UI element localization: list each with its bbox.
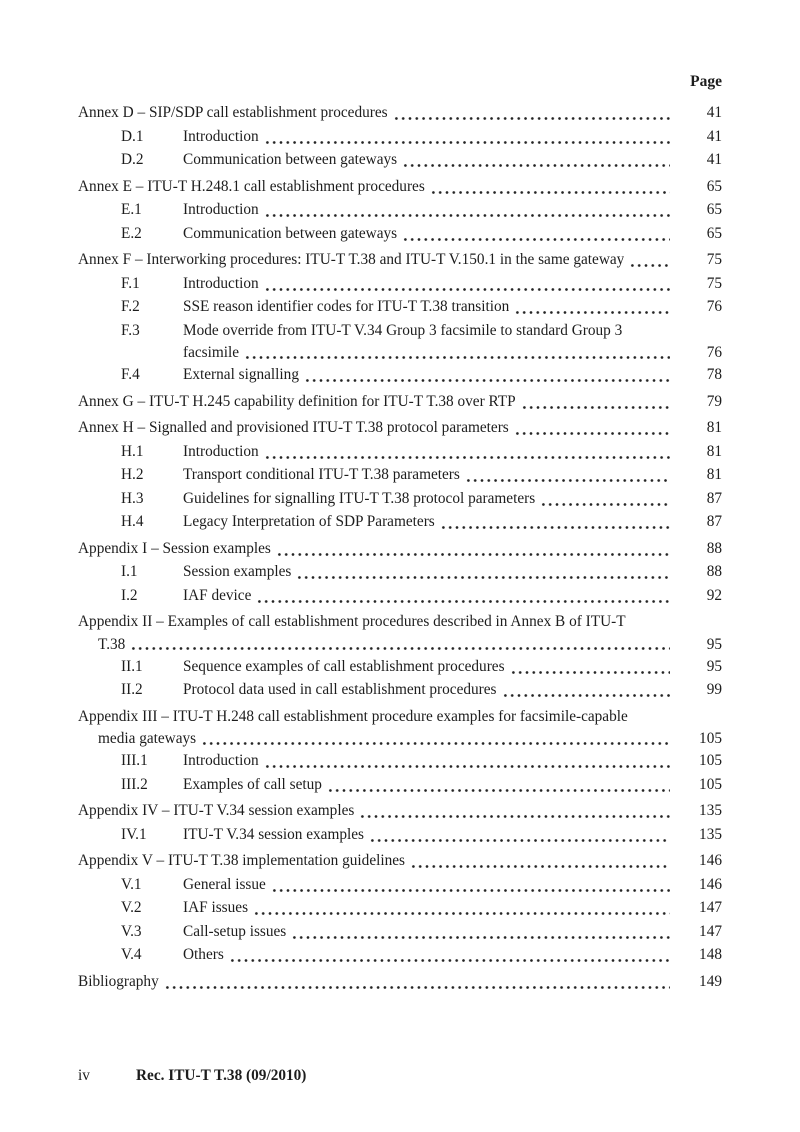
toc-entry-title: Transport conditional ITU-T T.38 parameters	[183, 466, 460, 483]
toc-entry-page: 81	[706, 442, 722, 460]
dot-leader	[163, 970, 670, 994]
toc-entry-title: Appendix III – ITU-T H.248 call establishment procedure examples for facsimile-capable	[78, 707, 628, 725]
toc-entry[interactable]	[78, 487, 722, 511]
toc-entry-title: T.38	[98, 635, 126, 653]
toc-entry-number: I.2	[121, 586, 138, 604]
toc-entry-number: H.3	[121, 489, 144, 507]
toc-entry-number: D.1	[121, 127, 144, 145]
toc-entry[interactable]	[78, 363, 722, 387]
footer-doc-reference: Rec. ITU-T T.38 (09/2010)	[136, 1067, 307, 1084]
toc-entry[interactable]	[78, 295, 722, 319]
toc-entry-number: D.2	[121, 151, 144, 168]
footer-page-number: iv	[78, 1067, 90, 1084]
toc-entry-page: 76	[706, 298, 722, 315]
toc-entry-title: Call-setup issues	[183, 922, 287, 940]
dot-leader	[255, 584, 670, 608]
toc-entry[interactable]	[78, 943, 722, 967]
toc-entry-number: H.4	[121, 513, 144, 530]
toc-entry-page: 41	[706, 151, 722, 168]
toc-entry-page: 65	[706, 201, 722, 218]
toc-entry-title: Appendix V – ITU-T T.38 implementation guidelines	[78, 852, 406, 869]
toc-entry-page: 105	[699, 775, 722, 793]
dot-leader	[409, 849, 670, 873]
toc-entry[interactable]	[78, 319, 722, 343]
dot-leader	[326, 773, 670, 797]
toc-entry[interactable]	[78, 537, 722, 561]
toc-entry[interactable]	[78, 728, 722, 749]
toc-entry-title: facsimile	[183, 344, 240, 361]
toc-entry-page: 105	[699, 752, 722, 769]
toc-entry-number: E.2	[121, 224, 142, 242]
toc-entry[interactable]	[78, 920, 722, 944]
toc-entry[interactable]	[78, 560, 722, 584]
dot-leader	[263, 125, 670, 149]
toc-entry-number: E.1	[121, 201, 142, 218]
dot-leader	[275, 537, 670, 561]
toc-entry[interactable]	[78, 125, 722, 149]
dot-leader	[513, 295, 670, 319]
toc-entry-title: Mode override from ITU-T V.34 Group 3 facsimile to standard Group 3	[183, 321, 623, 339]
toc-entry-number: II.2	[121, 681, 143, 698]
toc-entry-page: 76	[706, 344, 722, 361]
dot-leader	[303, 363, 670, 387]
toc-entry[interactable]	[78, 610, 722, 634]
toc-entry-number: F.1	[121, 274, 140, 292]
dot-leader	[368, 823, 670, 847]
toc-entry-page: 146	[699, 875, 722, 893]
toc-entry-number: V.1	[121, 875, 142, 893]
toc-entry[interactable]	[78, 749, 722, 773]
toc-entry[interactable]	[78, 416, 722, 440]
toc-entry-page: 88	[706, 539, 722, 557]
dot-leader	[401, 222, 670, 246]
toc-entry-page: 92	[706, 586, 722, 604]
dot-leader	[228, 943, 670, 967]
toc-entry-title: Introduction	[183, 442, 259, 460]
toc-entry-title: Introduction	[183, 201, 259, 218]
page-footer	[78, 1066, 306, 1086]
toc-entry-title: Introduction	[183, 752, 259, 769]
toc-entry-title: SSE reason identifier codes for ITU-T T.38 transition	[183, 298, 510, 315]
toc-entry[interactable]	[78, 390, 722, 414]
dot-leader	[520, 390, 670, 414]
toc-entry[interactable]	[78, 773, 722, 797]
toc-entry-title: Appendix I – Session examples	[78, 539, 271, 557]
toc-entry-title: IAF issues	[183, 899, 249, 916]
toc-entry-title: External signalling	[183, 366, 299, 383]
toc-entry-title: media gateways	[98, 730, 197, 747]
toc-entry[interactable]	[78, 655, 722, 679]
toc-entry[interactable]	[78, 970, 722, 994]
toc-entry-title: IAF device	[183, 586, 252, 604]
toc-entry-number: V.4	[121, 946, 142, 963]
toc-entry-number: H.2	[121, 466, 144, 483]
dot-leader	[295, 560, 670, 584]
toc-entry[interactable]	[78, 222, 722, 246]
toc-entry-title: Appendix II – Examples of call establishment procedures described in Annex B of ITU-T	[78, 613, 626, 630]
dot-leader	[429, 175, 670, 199]
toc-entry[interactable]	[78, 148, 722, 172]
toc-entry[interactable]	[78, 823, 722, 847]
toc-entry-page: 147	[699, 922, 722, 940]
toc-entry[interactable]	[78, 873, 722, 897]
dot-leader	[509, 655, 670, 679]
toc-entry-number: F.2	[121, 298, 140, 315]
dot-leader	[501, 678, 671, 702]
toc-entry-number: F.3	[121, 321, 140, 339]
toc-entry-title: Introduction	[183, 274, 259, 292]
toc-entry-number: V.3	[121, 922, 142, 940]
toc-entry-title: General issue	[183, 875, 266, 893]
dot-leader	[263, 272, 670, 296]
toc-entry-page: 79	[706, 392, 722, 410]
dot-leader	[628, 248, 670, 272]
toc-entry-title: Guidelines for signalling ITU-T T.38 protocol parameters	[183, 489, 536, 507]
toc-entry[interactable]	[78, 101, 722, 125]
toc-entry-page: 146	[699, 852, 722, 869]
dot-leader	[401, 148, 670, 172]
toc-entry[interactable]	[78, 510, 722, 534]
toc-entry-page: 87	[706, 489, 722, 507]
toc-entry-title: Communication between gateways	[183, 151, 398, 168]
dot-leader	[263, 749, 670, 773]
toc-entry-page: 149	[699, 972, 722, 990]
toc-entry[interactable]	[78, 799, 722, 823]
toc-entry-title: Annex E – ITU-T H.248.1 call establishment procedures	[78, 177, 425, 195]
toc-entry[interactable]	[78, 342, 722, 363]
dot-leader	[129, 634, 670, 655]
toc-entry-title: Protocol data used in call establishment procedures	[183, 681, 497, 698]
toc-entry[interactable]	[78, 634, 722, 655]
toc-entry-number: F.4	[121, 366, 140, 383]
toc-entry-number: V.2	[121, 899, 142, 916]
toc-entry-title: Annex H – Signalled and provisioned ITU-T T.38 protocol parameters	[78, 419, 509, 436]
toc-entry-number: H.1	[121, 442, 144, 460]
toc-entry-title: Others	[183, 946, 224, 963]
toc-entry-page: 65	[706, 177, 722, 195]
page-column-header: Page	[690, 73, 722, 90]
toc-entry-title: Legacy Interpretation of SDP Parameters	[183, 513, 435, 530]
toc-entry-page: 148	[699, 946, 722, 963]
toc-entry-number: I.1	[121, 563, 138, 580]
toc-entry-title: Session examples	[183, 563, 292, 580]
toc-entry-page: 75	[706, 274, 722, 292]
toc-entry[interactable]	[78, 463, 722, 487]
toc-entry-page: 95	[706, 635, 722, 653]
dot-leader	[263, 440, 670, 464]
toc-entry-page: 135	[699, 802, 722, 819]
toc-entry-page: 78	[706, 366, 722, 383]
toc-entry-page: 147	[699, 899, 722, 916]
toc-entry-page: 65	[706, 224, 722, 242]
toc-entry[interactable]	[78, 678, 722, 702]
toc-entry-page: 105	[699, 730, 722, 747]
toc-entry[interactable]	[78, 584, 722, 608]
dot-leader	[243, 342, 670, 363]
table-of-contents	[78, 101, 722, 993]
toc-entry[interactable]	[78, 198, 722, 222]
toc-entry-page: 75	[706, 251, 722, 268]
toc-entry-number: III.2	[121, 775, 148, 793]
toc-entry-title: ITU-T V.34 session examples	[183, 825, 365, 843]
dot-leader	[263, 198, 670, 222]
dot-leader	[358, 799, 670, 823]
toc-entry-page: 95	[706, 657, 722, 675]
toc-entry-title: Examples of call setup	[183, 775, 322, 793]
toc-entry-title: Appendix IV – ITU-T V.34 session examples	[78, 802, 355, 819]
toc-entry-title: Annex G – ITU-T H.245 capability definition for ITU-T T.38 over RTP	[78, 392, 516, 410]
toc-entry-title: Bibliography	[78, 972, 159, 990]
toc-entry-page: 81	[706, 419, 722, 436]
toc-entry-number: IV.1	[121, 825, 147, 843]
dot-leader	[392, 101, 670, 125]
toc-entry-title: Annex F – Interworking procedures: ITU-T T.38 and ITU-T V.150.1 in the same gateway	[78, 251, 625, 268]
toc-entry[interactable]	[78, 175, 722, 199]
toc-entry-page: 81	[706, 466, 722, 483]
dot-leader	[290, 920, 670, 944]
toc-entry[interactable]	[78, 440, 722, 464]
dot-leader	[270, 873, 670, 897]
dot-leader	[252, 896, 670, 920]
toc-entry[interactable]	[78, 272, 722, 296]
toc-entry-page: 41	[706, 104, 722, 121]
toc-entry[interactable]	[78, 248, 722, 272]
toc-entry[interactable]	[78, 896, 722, 920]
toc-entry[interactable]	[78, 705, 722, 729]
toc-entry-title: Communication between gateways	[183, 224, 398, 242]
toc-entry-number: II.1	[121, 657, 143, 675]
toc-entry[interactable]	[78, 849, 722, 873]
toc-entry-page: 88	[706, 563, 722, 580]
toc-entry-title: Annex D – SIP/SDP call establishment procedures	[78, 104, 388, 121]
dot-leader	[513, 416, 670, 440]
dot-leader	[200, 728, 670, 749]
dot-leader	[464, 463, 670, 487]
toc-entry-page: 87	[706, 513, 722, 530]
toc-entry-title: Sequence examples of call establishment procedures	[183, 657, 505, 675]
dot-leader	[439, 510, 670, 534]
toc-entry-number: III.1	[121, 752, 148, 769]
toc-entry-page: 99	[706, 681, 722, 698]
toc-entry-page: 41	[706, 127, 722, 145]
dot-leader	[539, 487, 670, 511]
toc-entry-page: 135	[699, 825, 722, 843]
toc-entry-title: Introduction	[183, 127, 259, 145]
